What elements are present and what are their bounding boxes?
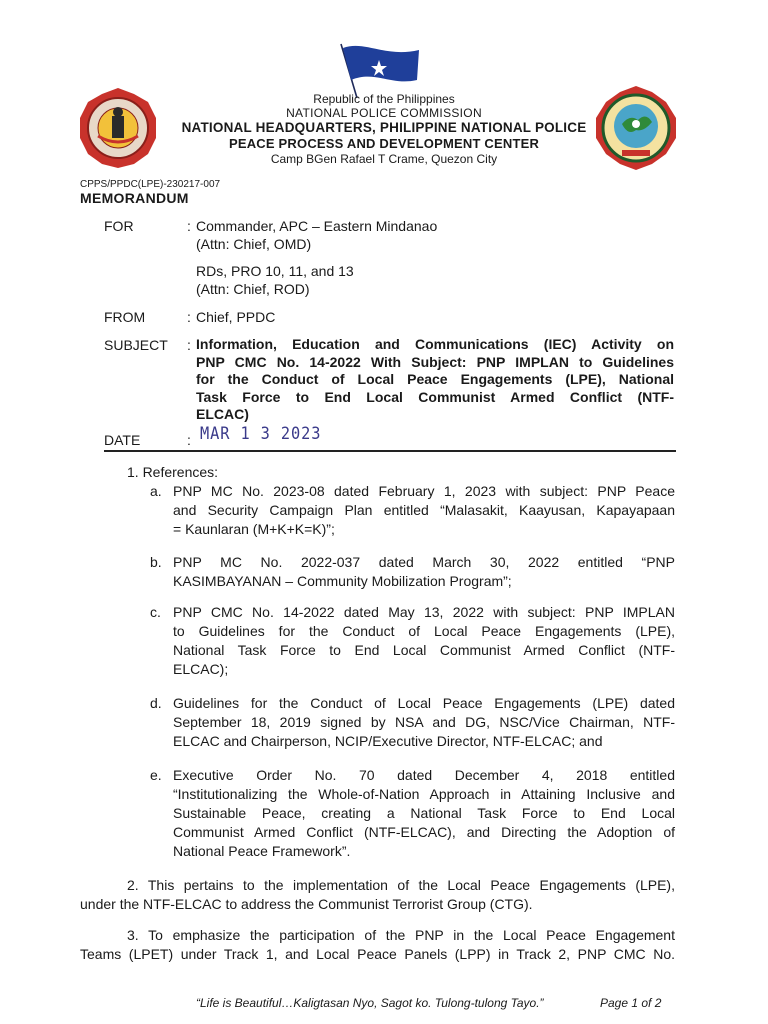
list-item-mark: a. <box>150 483 162 499</box>
for-recipient-1-attn: (Attn: Chief, OMD) <box>196 236 312 252</box>
date-colon: : <box>187 432 191 448</box>
list-item-line: “Institutionalizing the Whole-of-Nation Approach in Attaining Inclusive and <box>173 786 675 802</box>
subject-label: SUBJECT <box>104 337 168 353</box>
subject-line: PNP CMC No. 14-2022 With Subject: PNP IMPLAN to Guidelines <box>196 353 674 370</box>
for-recipient-1: Commander, APC – Eastern Mindanao <box>196 218 438 234</box>
list-item-line: National Peace Framework”. <box>173 843 351 859</box>
for-recipient-2: RDs, PRO 10, 11, and 13 <box>196 263 354 279</box>
subject-line: ELCAC) <box>196 406 249 422</box>
list-item-line: National Task Force to End Local Communist Armed Conflict (NTF- <box>173 642 675 658</box>
header-headquarters: NATIONAL HEADQUARTERS, PHILIPPINE NATIONAL POLICE <box>181 120 587 135</box>
from-value: Chief, PPDC <box>196 309 276 325</box>
list-item <box>150 694 675 751</box>
reference-code: CPPS/PPDC(LPE)-230217-007 <box>80 179 221 190</box>
memo-title: MEMORANDUM <box>80 190 189 206</box>
paragraph-line: Teams (LPET) under Track 1, and Local Peace Panels (LPP) in Track 2, PNP CMC No. <box>80 946 675 962</box>
list-item-mark: b. <box>150 554 162 570</box>
list-item-line: Executive Order No. 70 dated December 4, 2018 entitled <box>173 767 675 783</box>
list-item-line: Sustainable Peace, creating a National Task Force to End Local <box>173 805 675 821</box>
paragraph-line: 2. This pertains to the implementation of the Local Peace Engagements (LPE), <box>127 877 675 893</box>
references-title: 1. References: <box>127 464 219 480</box>
list-item-line: and Security Campaign Plan entitled “Malasakit, Kaayusan, Kapayapaan <box>173 502 675 518</box>
list-item-mark: c. <box>150 604 161 620</box>
footer-quote: “Life is Beautiful…Kaligtasan Nyo, Sagot ko. Tulong-tulong Tayo.” <box>196 996 544 1010</box>
for-colon: : <box>187 218 191 234</box>
paragraph-line: 3. To emphasize the participation of the PNP in the Local Peace Engagement <box>127 927 675 943</box>
list-item <box>150 766 675 861</box>
list-item-line: September 18, 2019 signed by NSA and DG, NSC/Vice Chairman, NTF- <box>173 714 675 730</box>
list-item <box>150 482 675 539</box>
from-colon: : <box>187 309 191 325</box>
list-item-mark: e. <box>150 767 162 783</box>
from-label: FROM <box>104 309 146 325</box>
list-item-line: KASIMBAYANAN – Community Mobilization Program”; <box>173 573 512 589</box>
list-item <box>150 603 675 679</box>
subject-colon: : <box>187 337 191 353</box>
list-item-line: to Guidelines for the Conduct of Local Peace Engagements (LPE), <box>173 623 675 639</box>
list-item-line: Communist Armed Conflict (NTF-ELCAC), and Directing the Adoption of <box>173 824 675 840</box>
header-divider <box>104 450 676 452</box>
date-stamp: MAR 1 3 2023 <box>200 424 322 444</box>
list-item-line: PNP CMC No. 14-2022 dated May 13, 2022 with subject: PNP IMPLAN <box>173 604 675 620</box>
paragraph-line: under the NTF-ELCAC to address the Communist Terrorist Group (CTG). <box>80 896 533 912</box>
paragraph-2 <box>80 876 675 914</box>
pnp-seal-icon <box>76 86 160 170</box>
list-item-line: PNP MC No. 2022-037 dated March 30, 2022 entitled “PNP <box>173 554 675 570</box>
paragraph-3 <box>80 926 675 964</box>
subject-text <box>196 336 674 424</box>
page-number: Page 1 of 2 <box>600 996 662 1010</box>
header-republic: Republic of the Philippines <box>313 92 455 106</box>
ppdc-seal-icon <box>592 84 680 172</box>
list-item-line: ELCAC and Chairperson, NCIP/Executive Director, NTF-ELCAC; and <box>173 733 603 749</box>
subject-line: Information, Education and Communications (IEC) Activity on <box>196 336 674 352</box>
list-item-mark: d. <box>150 695 162 711</box>
for-recipient-2-attn: (Attn: Chief, ROD) <box>196 281 310 297</box>
list-item-line: PNP MC No. 2023-08 dated February 1, 2023 with subject: PNP Peace <box>173 483 675 499</box>
list-item <box>150 553 675 591</box>
list-item-line: = Kaunlaran (M+K+K=K)”; <box>173 521 335 537</box>
header-center: PEACE PROCESS AND DEVELOPMENT CENTER <box>228 136 540 151</box>
list-item-line: Guidelines for the Conduct of Local Peace Engagements (LPE) dated <box>173 695 675 711</box>
subject-line: for the Conduct of Local Peace Engagements (LPE), National <box>196 371 674 387</box>
date-label: DATE <box>104 432 141 448</box>
list-item-line: ELCAC); <box>173 661 229 677</box>
header-camp: Camp BGen Rafael T Crame, Quezon City <box>270 152 498 166</box>
subject-line: Task Force to End Local Communist Armed Conflict (NTF- <box>196 388 674 405</box>
header-commission: NATIONAL POLICE COMMISSION <box>286 106 482 120</box>
pnp-flag-icon <box>335 40 425 100</box>
for-label: FOR <box>104 218 134 234</box>
